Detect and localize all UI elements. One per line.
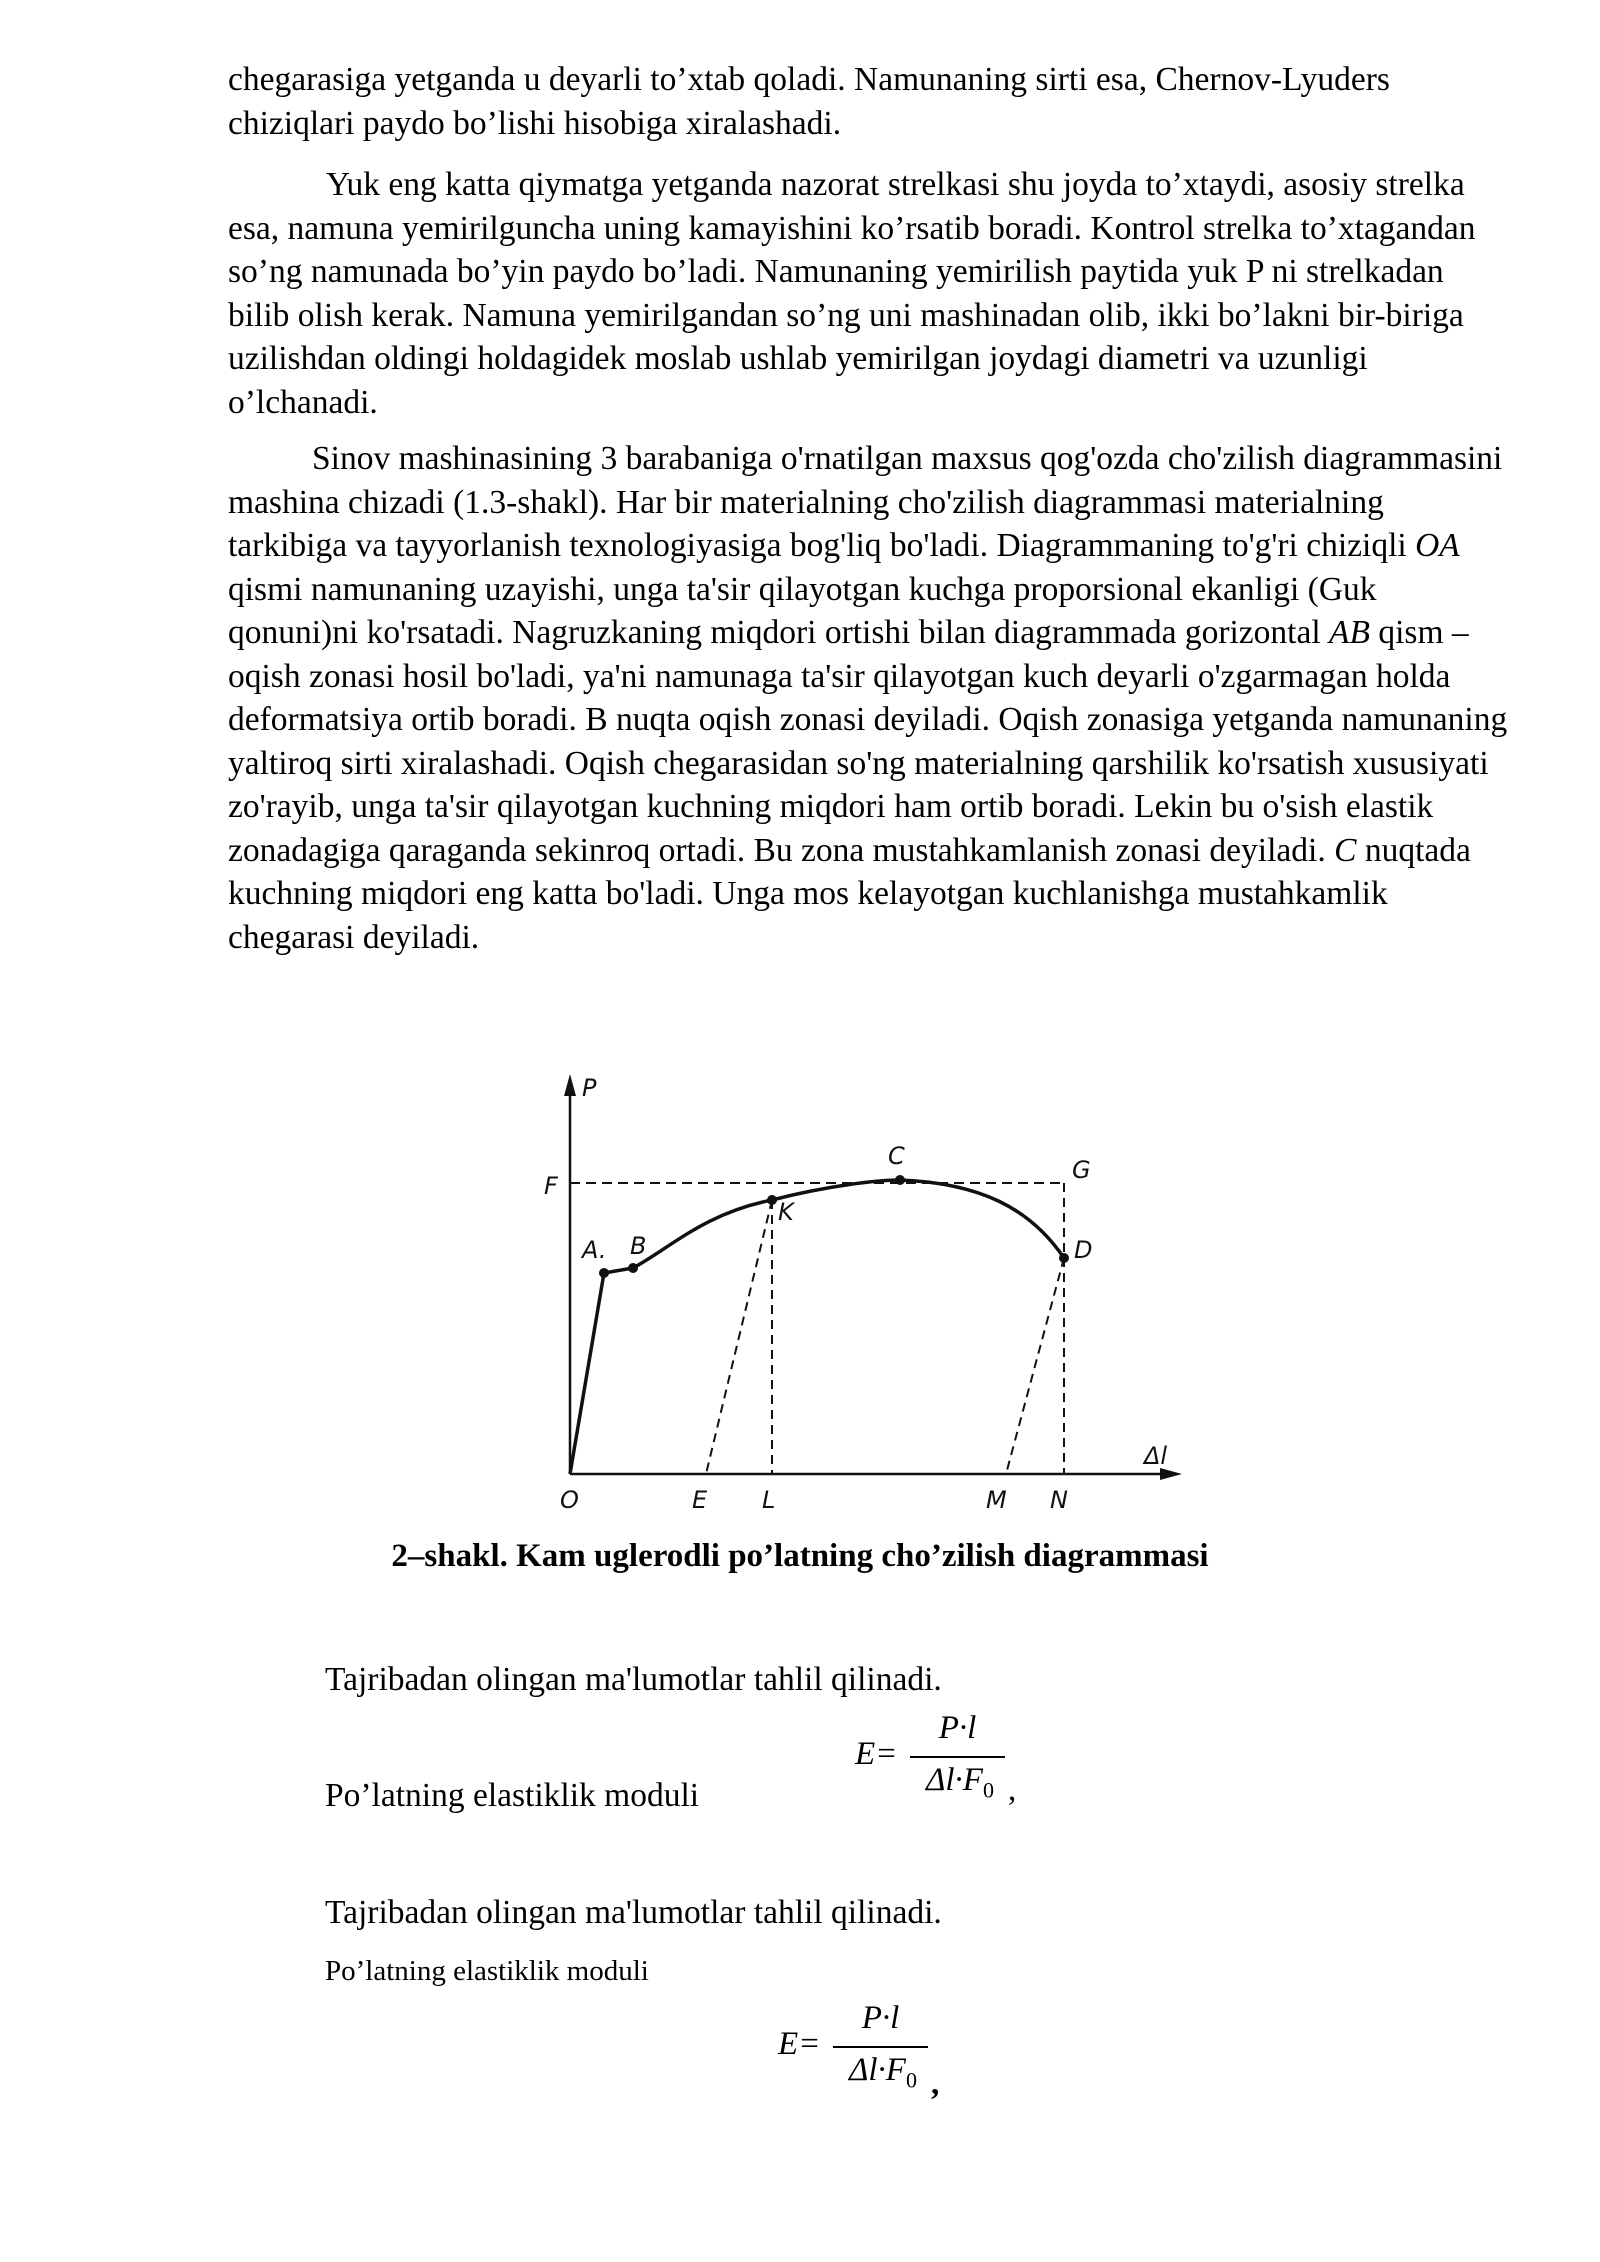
label-o: O [560, 1486, 579, 1514]
formula-1-denominator: Δl·F [926, 1762, 983, 1798]
label-dl: Δl [1144, 1442, 1168, 1470]
tensile-diagram [540, 1068, 1190, 1528]
label-k: K [778, 1198, 794, 1226]
label-a: A. [582, 1236, 607, 1264]
formula-2-subscript: 0 [905, 2067, 917, 2093]
paragraph-3-text-1: Sinov mashinasining 3 barabaniga o'rnatilgan maxsus qog'ozda cho'zilish diagrammasini mashina chizadi (1.3-shakl). Har bir materialning cho'zilish diagrammasi materialning tarkibiga va tayyorlanish texnologiyasiga bog'liq bo'ladi. Diagrammaning to'g'ri chiziqli [228, 440, 1503, 564]
label-n: N [1050, 1486, 1068, 1514]
formula-1-numerator: P·l [938, 1710, 977, 1746]
segment-oa: OA [1415, 527, 1460, 564]
point-c: C [1334, 831, 1357, 869]
formula-2-fraction-bar [833, 2046, 928, 2048]
label-p: P [582, 1074, 597, 1102]
modulus-formula-2 [778, 2002, 958, 2112]
formula-2-denominator: Δl·F [849, 2052, 906, 2088]
formula-2-lhs: E= [778, 2026, 821, 2062]
paragraph-3-text-3: qism – oqish zonasi hosil bo'ladi, ya'ni namunaga ta'sir qilayotgan kuch deyarli o'zgarmagan holda deformatsiya ortib boradi. B nuqta oqish zonasi deyiladi. Oqish zonasiga yetganda namunaning yaltiroq sirti xiralashadi. Oqish chegarasidan so'ng materialning qarshilik ko'rsatish xususiyati zo'rayib, unga ta'sir qilayotgan kuchning miqdori ham ortib boradi. Lekin bu o'sish elastik zonadagiga qaraganda sekinroq ortadi. Bu zona mustahkamlanish zonasi deyiladi. [228, 614, 1508, 869]
unload-line-ke [706, 1200, 772, 1474]
formula-2-numerator: P·l [861, 2000, 900, 2036]
label-m: M [986, 1486, 1007, 1514]
label-l: L [762, 1486, 776, 1514]
modulus-label-2: Po’latning elastiklik moduli [325, 1955, 649, 1987]
formula-1-lhs: E= [855, 1736, 898, 1772]
point-b-dot [628, 1263, 638, 1273]
segment-ab: AB [1329, 614, 1370, 651]
label-e: E [692, 1486, 708, 1514]
paragraph-2: Yuk eng katta qiymatga yetganda nazorat strelkasi shu joyda to’xtaydi, asosiy strelka esa, namuna yemirilguncha uning kamayishini ko’rsatib boradi. Kontrol strelka to’xtagandan so’ng namunada bo’yin paydo bo’ladi. Namunaning yemirilish paytida yuk P ni strelkadan bilib olish kerak. Namuna yemirilgandan so’ng uni mashinadan olib, ikki bo’lakni bir-biriga uzilishdan oldingi holdagidek moslab ushlab yemirilgan joydagi diametri va uzunligi o’lchanadi. [228, 166, 1476, 421]
label-d: D [1074, 1236, 1093, 1264]
point-d-dot [1059, 1253, 1069, 1263]
point-c-dot [895, 1175, 905, 1185]
formula-1-subscript: 0 [982, 1777, 994, 1803]
analysis-text-1: Tajribadan olingan ma'lumotlar tahlil qilinadi. [325, 1661, 942, 1698]
modulus-label-1: Po’latning elastiklik moduli [325, 1777, 700, 1814]
p-axis-arrow [564, 1074, 576, 1096]
formula-2-comma: , [931, 2066, 940, 2102]
formula-1-fraction-bar [910, 1756, 1005, 1758]
label-g: G [1072, 1156, 1091, 1184]
label-f: F [544, 1172, 558, 1200]
paragraph-3-text-4: nuqtada kuchning miqdori eng katta bo'ladi. Unga mos kelayotgan kuchlanishga mustahkamlik chegarasi deyiladi. [228, 831, 1471, 956]
label-c: C [888, 1142, 905, 1170]
formula-1-comma: , [1008, 1772, 1017, 1808]
point-a-dot [599, 1268, 609, 1278]
paragraph-1: chegarasiga yetganda u deyarli to’xtab qoladi. Namunaning sirti esa, Chernov-Lyuders chiziqlari paydo bo’lishi hisobiga xiralashadi. [228, 61, 1390, 142]
paragraph-3-text-2: qismi namunaning uzayishi, unga ta'sir qilayotgan kuchga proporsional ekanligi (Guk qonuni)ni ko'rsatadi. Nagruzkaning miqdori ortishi bilan diagrammada gorizontal [228, 570, 1377, 651]
modulus-formula-1 [855, 1712, 1035, 1822]
point-k-dot [767, 1195, 777, 1205]
unload-line-dm [1006, 1258, 1064, 1474]
label-b: B [630, 1232, 647, 1260]
figure-caption: 2–shakl. Kam uglerodli po’latning cho’zilish diagrammasi [391, 1538, 1209, 1574]
tensile-curve [570, 1180, 1064, 1474]
paragraph-3 [228, 437, 1508, 959]
analysis-text-2: Tajribadan olingan ma'lumotlar tahlil qilinadi. [325, 1894, 942, 1931]
